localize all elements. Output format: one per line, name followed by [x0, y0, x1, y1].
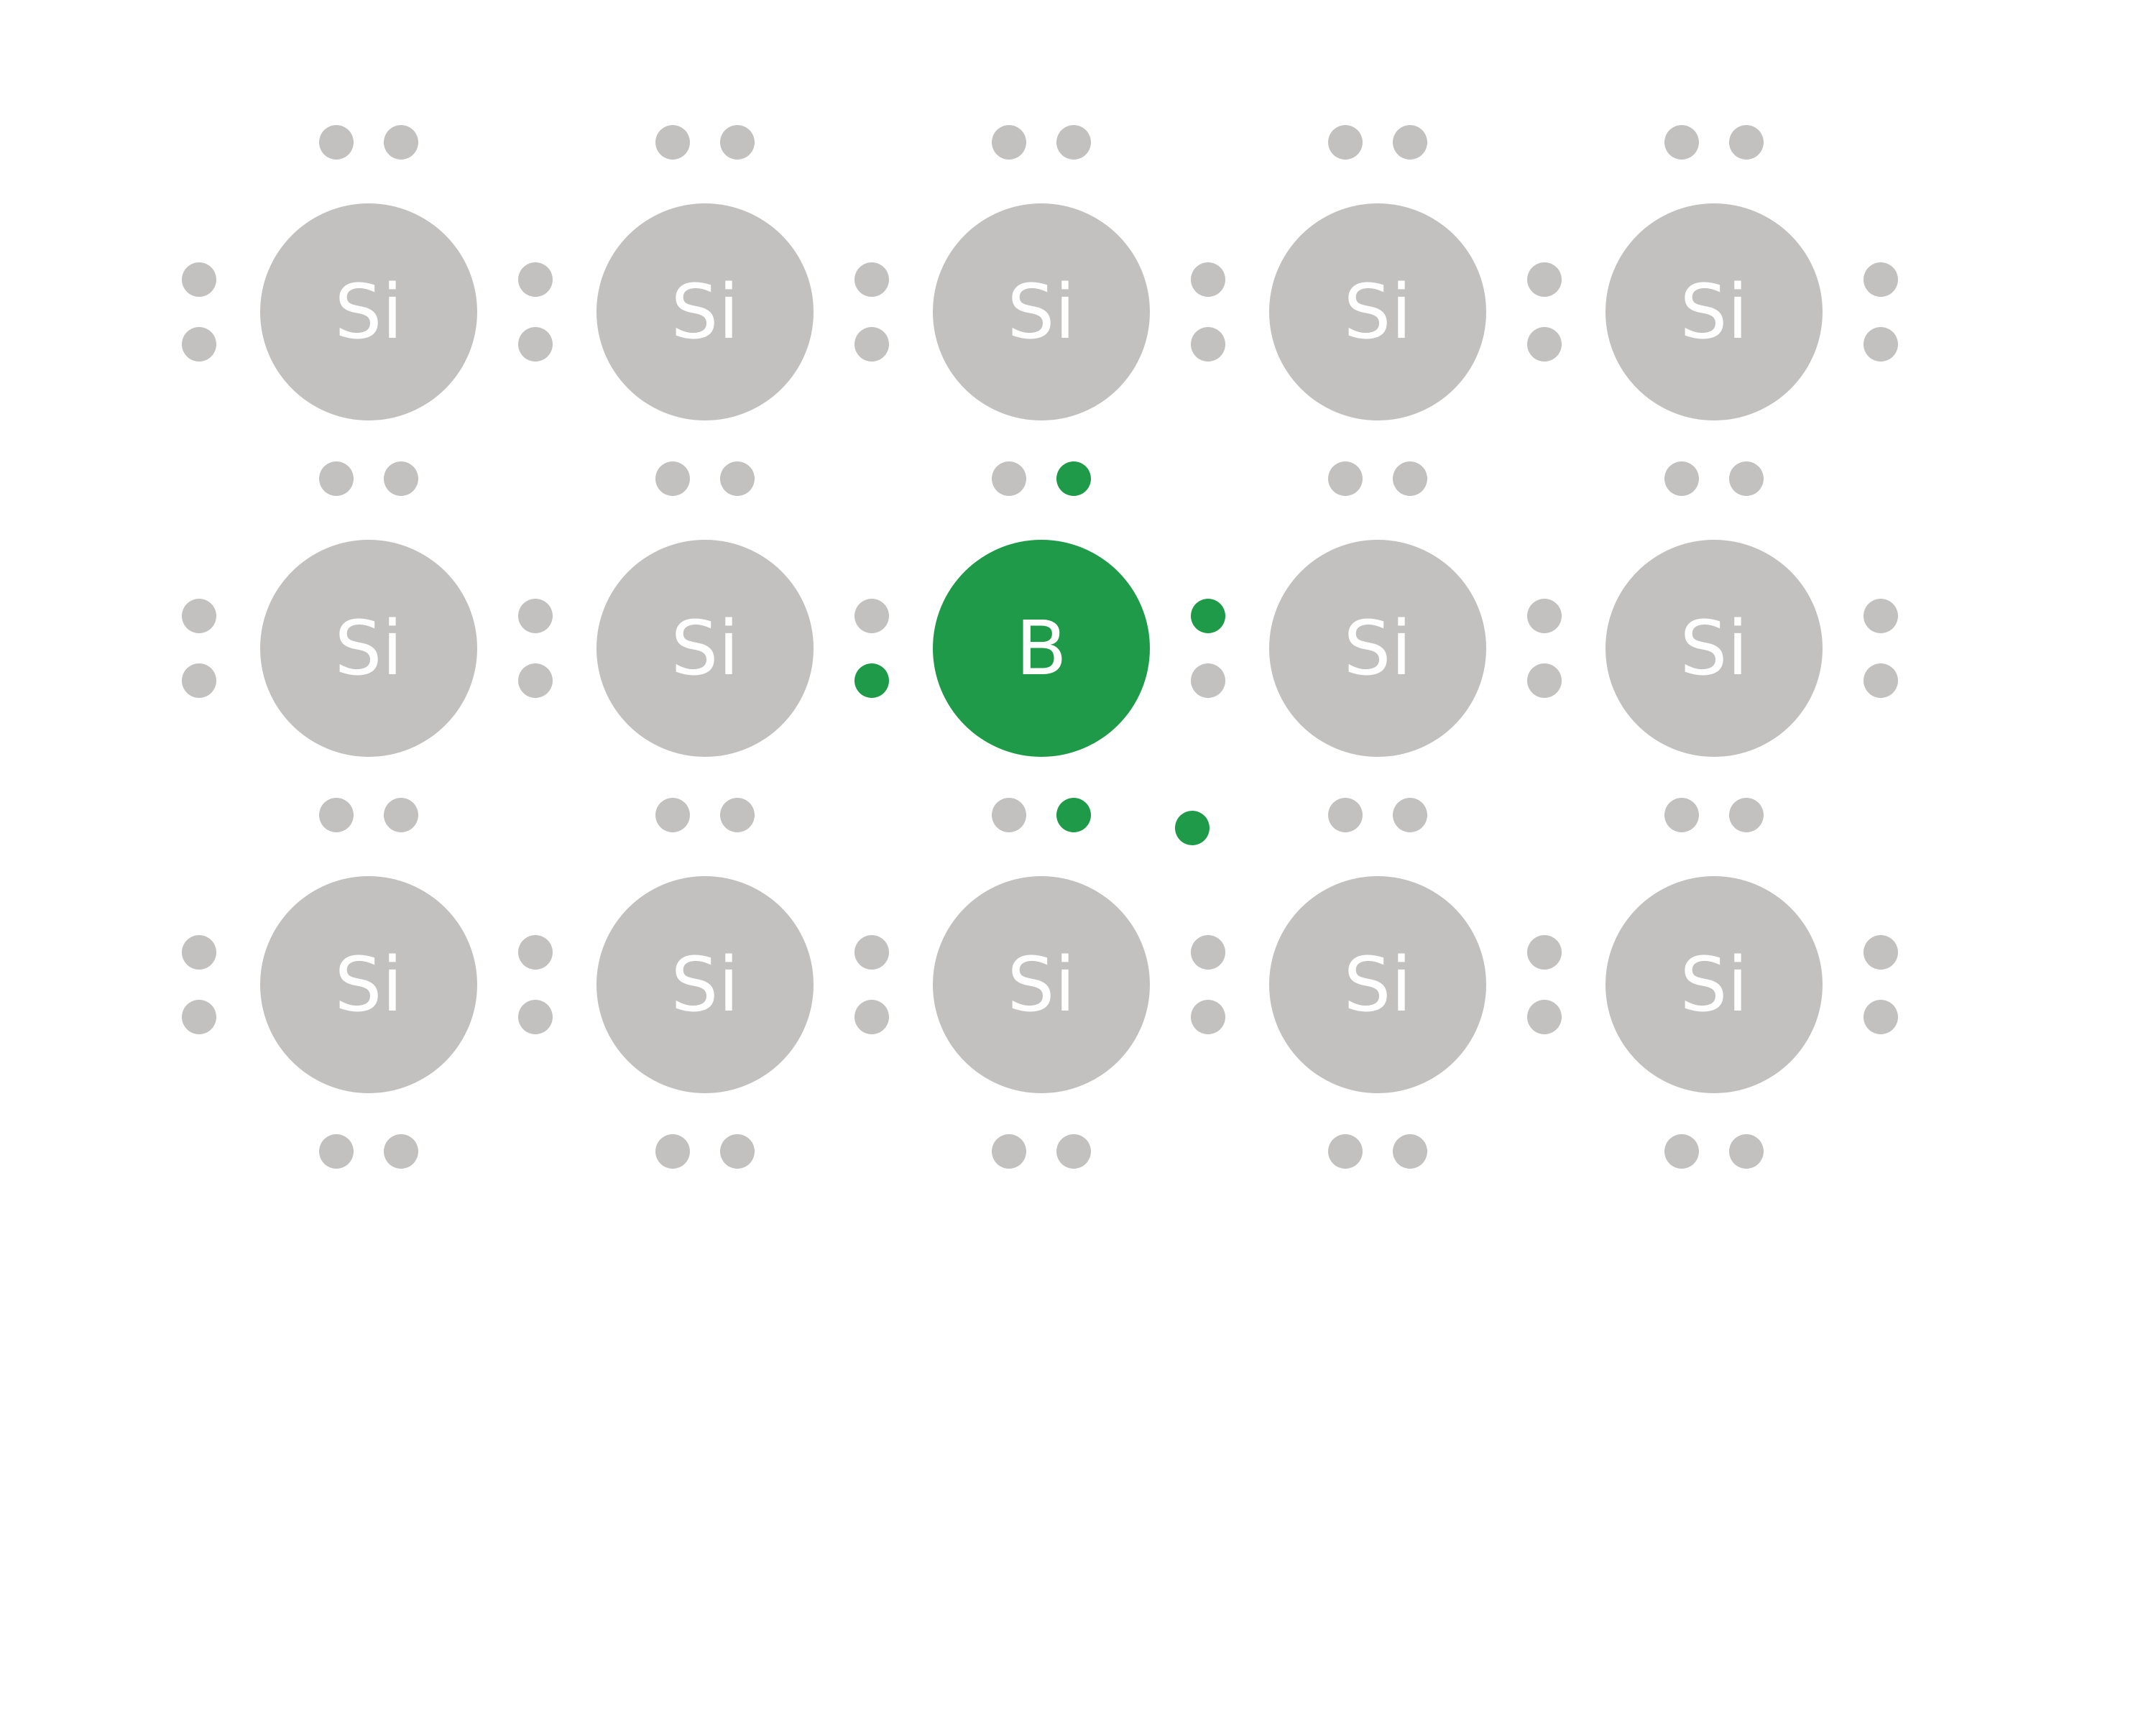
atom-label: Si — [1343, 268, 1412, 356]
atom-label: Si — [1680, 941, 1749, 1029]
atom-grid — [260, 203, 1823, 1093]
silicon-atom — [596, 876, 814, 1093]
electron — [182, 663, 216, 698]
atom-label: Si — [1007, 941, 1076, 1029]
electron — [1056, 798, 1091, 832]
electron — [384, 125, 418, 160]
electron — [1393, 1134, 1427, 1169]
electron — [1393, 461, 1427, 496]
electron — [1527, 327, 1562, 362]
electron — [1191, 935, 1225, 970]
electron — [992, 125, 1026, 160]
electron — [1393, 798, 1427, 832]
silicon-atom — [596, 540, 814, 757]
electron — [182, 1000, 216, 1034]
electron — [720, 1134, 755, 1169]
electron — [1056, 125, 1091, 160]
atom-label: Si — [1343, 941, 1412, 1029]
electron — [1729, 461, 1764, 496]
electron — [1191, 1000, 1225, 1034]
atom-label: Si — [1007, 268, 1076, 356]
electron — [319, 125, 354, 160]
electron — [518, 1000, 553, 1034]
electron — [319, 461, 354, 496]
electron — [655, 125, 690, 160]
silicon-atom — [1606, 540, 1823, 757]
silicon-atom — [260, 540, 477, 757]
silicon-atom — [260, 203, 477, 420]
electron — [720, 798, 755, 832]
electron — [518, 327, 553, 362]
electron — [518, 935, 553, 970]
electron — [1664, 1134, 1699, 1169]
electron — [854, 1000, 889, 1034]
electron — [854, 262, 889, 297]
electron — [319, 1134, 354, 1169]
electron — [655, 1134, 690, 1169]
electron — [854, 663, 889, 698]
electron — [182, 599, 216, 633]
electron — [720, 125, 755, 160]
electron — [182, 262, 216, 297]
electron — [1191, 663, 1225, 698]
electron — [854, 327, 889, 362]
silicon-atom — [933, 203, 1150, 420]
electron — [1056, 461, 1091, 496]
electron — [1527, 262, 1562, 297]
silicon-atom — [596, 203, 814, 420]
atom-label: B — [1015, 604, 1067, 692]
electron — [1328, 125, 1363, 160]
atom-label: Si — [671, 604, 740, 692]
atom-label: Si — [671, 268, 740, 356]
electron — [1864, 1000, 1898, 1034]
electron — [1664, 798, 1699, 832]
electron — [854, 599, 889, 633]
electron — [992, 798, 1026, 832]
electron — [1191, 599, 1225, 633]
electron — [384, 461, 418, 496]
electron — [384, 1134, 418, 1169]
silicon-atom — [933, 876, 1150, 1093]
electron — [1527, 663, 1562, 698]
electron — [992, 1134, 1026, 1169]
electron — [1864, 935, 1898, 970]
electron — [384, 798, 418, 832]
electron — [518, 663, 553, 698]
silicon-atom — [1606, 876, 1823, 1093]
electron — [854, 935, 889, 970]
electron — [182, 327, 216, 362]
atom-label: Si — [334, 941, 403, 1029]
electron — [720, 461, 755, 496]
atom-label: Si — [334, 268, 403, 356]
atom-label: Si — [671, 941, 740, 1029]
electron — [1393, 125, 1427, 160]
atom-label: Si — [1680, 604, 1749, 692]
electron — [1864, 262, 1898, 297]
electron — [992, 461, 1026, 496]
silicon-atom — [1269, 540, 1486, 757]
electron — [1864, 599, 1898, 633]
boron-atom — [933, 540, 1150, 757]
electron — [1729, 1134, 1764, 1169]
atom-label: Si — [1680, 268, 1749, 356]
atom-label: Si — [334, 604, 403, 692]
electron — [1328, 461, 1363, 496]
electron — [1191, 327, 1225, 362]
electron — [1664, 461, 1699, 496]
electron — [319, 798, 354, 832]
silicon-atom — [260, 876, 477, 1093]
electron — [1056, 1134, 1091, 1169]
electron — [1527, 1000, 1562, 1034]
electron — [1729, 125, 1764, 160]
electron — [1328, 798, 1363, 832]
silicon-atom — [1269, 876, 1486, 1093]
silicon-atom — [1269, 203, 1486, 420]
electron — [182, 935, 216, 970]
electron — [655, 798, 690, 832]
electron — [1328, 1134, 1363, 1169]
electron — [518, 599, 553, 633]
electron — [655, 461, 690, 496]
electron — [1664, 125, 1699, 160]
electron — [1729, 798, 1764, 832]
electron — [1864, 327, 1898, 362]
electron — [1527, 935, 1562, 970]
silicon-atom — [1606, 203, 1823, 420]
free-electron — [1175, 811, 1210, 845]
electron — [518, 262, 553, 297]
electron — [1864, 663, 1898, 698]
atom-label: Si — [1343, 604, 1412, 692]
electron — [1191, 262, 1225, 297]
electron — [1527, 599, 1562, 633]
